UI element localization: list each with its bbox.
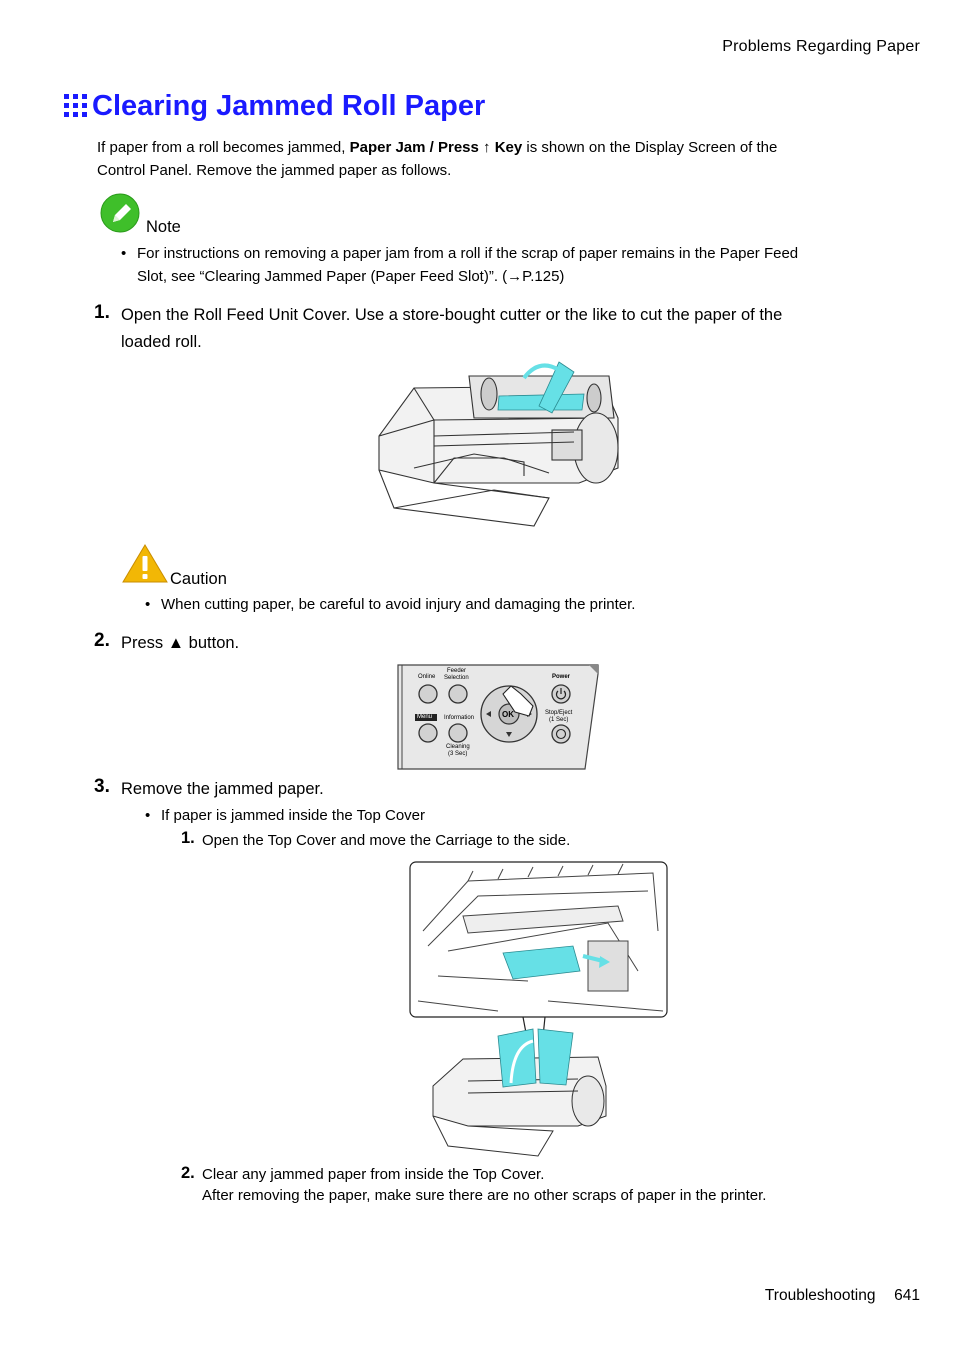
page-title [64,88,485,124]
substep-2-number: 2. [181,1164,195,1182]
panel-label-cleaning: Cleaning [446,744,470,750]
page-title-text: Clearing Jammed Roll Paper [92,89,486,122]
intro-message-bold: Paper Jam / Press ↑ Key [349,139,523,156]
bullet-dot: • [145,596,151,613]
panel-label-menu: Menu [417,714,433,720]
note-line-2: Slot, see “Clearing Jammed Paper (Paper Feed Slot)”. (→P.125) [137,268,565,285]
substep-1-number: 1. [181,829,195,847]
step-1-text [121,302,881,356]
substep-2-line-1: Clear any jammed paper from inside the Top Cover. [202,1166,545,1183]
page-footer [765,1287,920,1305]
bullet-dot: • [121,245,127,262]
step-3-bullet [145,804,845,827]
substep-2-line-2: After removing the paper, make sure there are no other scraps of paper in the printer. [202,1187,767,1204]
note-line-1: For instructions on removing a paper jam from a roll if the scrap of paper remains in the Paper Feed [137,245,799,262]
warning-triangle-icon [122,544,168,584]
note-body [121,242,881,288]
grid-icon [64,94,88,118]
step-3-bullet-text: If paper is jammed inside the Top Cover [161,807,426,824]
footer-section: Troubleshooting [764,1287,876,1304]
intro-text-1: If paper from a roll becomes jammed, [97,139,346,156]
running-header: Problems Regarding Paper [722,38,920,55]
step-1-line-2: loaded roll. [121,333,202,351]
page-number: 641 [894,1287,920,1304]
substep-1-text: Open the Top Cover and move the Carriage to the side. [202,832,571,849]
step-1 [94,302,110,324]
step-1-line-1: Open the Roll Feed Unit Cover. Use a store-bought cutter or the like to cut the paper of the [121,306,783,324]
panel-label-online: Online [418,674,436,680]
pencil-note-icon [100,193,142,235]
panel-label-selection: Selection [444,675,469,681]
panel-label-stop-eject: Stop/Eject [545,710,573,716]
note-label: Note [146,218,181,236]
panel-ok-button: OK [502,710,514,719]
caution-label: Caution [170,570,227,588]
intro-paragraph [97,136,857,182]
panel-label-cleaning-time: (3 Sec) [448,751,468,757]
printer-roll-cut-figure [374,358,622,533]
intro-text-3: Control Panel. Remove the jammed paper as follows. [97,162,452,179]
panel-label-power: Power [552,674,571,680]
caution-line-1: When cutting paper, be careful to avoid injury and damaging the printer. [161,596,636,613]
panel-label-feeder: Feeder [447,668,467,674]
step-number: 2. [94,630,110,651]
substep-2-text [202,1164,902,1206]
control-panel-figure [397,664,601,770]
step-3-text: Remove the jammed paper. [121,780,324,798]
step-number: 1. [94,302,110,323]
step-2 [94,630,110,652]
panel-label-stop-time: (1 Sec) [549,717,569,723]
bullet-dot: • [145,807,151,824]
step-number: 3. [94,776,110,797]
panel-label-information: Information [444,715,475,721]
step-2-text: Press ▲ button. [121,634,240,652]
caution-body [145,593,885,616]
intro-text-2: is shown on the Display Screen of the [526,139,778,156]
top-cover-jam-figure [408,861,670,1161]
step-3 [94,776,110,798]
